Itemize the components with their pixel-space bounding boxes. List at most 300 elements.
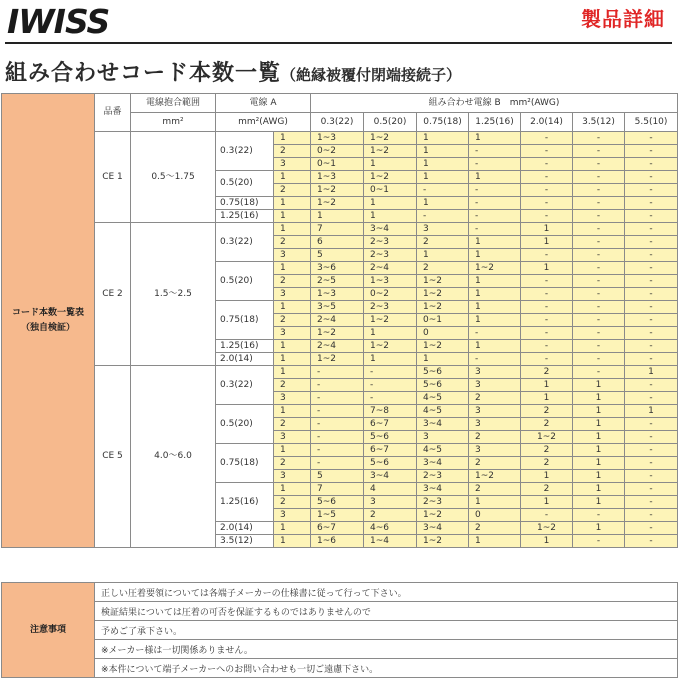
- combo-count: 1~2: [469, 262, 521, 275]
- combo-count: 2: [469, 392, 521, 405]
- wire-a-count: 3: [274, 249, 311, 262]
- combo-count: 1~6: [311, 535, 364, 548]
- combo-count: -: [521, 249, 573, 262]
- combo-count: 1: [521, 470, 573, 483]
- combo-count: 4~6: [364, 522, 417, 535]
- combo-count: -: [469, 158, 521, 171]
- wire-a-count: 2: [274, 184, 311, 197]
- combo-count: 2~3: [364, 236, 417, 249]
- combo-count: -: [521, 288, 573, 301]
- combo-count: -: [625, 262, 678, 275]
- combo-count: 2: [417, 262, 469, 275]
- wire-a-count: 1: [274, 444, 311, 457]
- wire-a-size: 0.3(22): [216, 132, 274, 171]
- combo-count: 1: [311, 210, 364, 223]
- combo-count: -: [521, 327, 573, 340]
- combo-count: 3~4: [417, 483, 469, 496]
- combo-count: 1~2: [364, 314, 417, 327]
- combo-count: 1: [469, 236, 521, 249]
- combo-count: -: [364, 366, 417, 379]
- combo-count: 1~2: [417, 275, 469, 288]
- combo-count: 1~2: [311, 327, 364, 340]
- combo-count: 1: [469, 301, 521, 314]
- wire-a-count: 3: [274, 392, 311, 405]
- combo-count: -: [625, 197, 678, 210]
- wire-count-table: [1, 93, 678, 548]
- combo-count: -: [573, 509, 625, 522]
- combo-count: 1: [364, 353, 417, 366]
- wire-a-count: 2: [274, 236, 311, 249]
- wire-a-count: 1: [274, 301, 311, 314]
- wire-a-size: 1.25(16): [216, 210, 274, 223]
- combo-count: 2: [521, 405, 573, 418]
- combo-count: 6~7: [364, 418, 417, 431]
- combo-count: 1~2: [311, 197, 364, 210]
- combo-count: 1: [469, 535, 521, 548]
- combo-count: 1: [625, 405, 678, 418]
- header: [0, 0, 679, 52]
- part-number: CE 2: [95, 223, 131, 366]
- notes-line: 正しい圧着要領については各端子メーカーの仕様書に従って行って下さい。: [95, 583, 678, 602]
- wire-a-count: 3: [274, 431, 311, 444]
- combo-count: -: [521, 301, 573, 314]
- combo-count: -: [625, 418, 678, 431]
- combo-count: 2~3: [417, 470, 469, 483]
- combo-count: 2: [469, 457, 521, 470]
- combo-count: -: [521, 132, 573, 145]
- combo-count: 1~3: [311, 171, 364, 184]
- wire-a-size: 0.5(20): [216, 405, 274, 444]
- notes-line: ※メーカー様は一切関係ありません。: [95, 640, 678, 659]
- combo-count: 1: [573, 431, 625, 444]
- combo-count: 1: [469, 288, 521, 301]
- combo-count: 3: [469, 366, 521, 379]
- wire-a-size: 0.3(22): [216, 366, 274, 405]
- combo-count: -: [625, 158, 678, 171]
- combo-count: 1~2: [417, 288, 469, 301]
- combo-count: -: [625, 301, 678, 314]
- combo-count: -: [469, 223, 521, 236]
- header-wire-b-size: 3.5(12): [573, 113, 625, 132]
- wire-a-count: 1: [274, 171, 311, 184]
- header-wire-a: 電線 A: [216, 94, 311, 113]
- combo-count: 1~2: [364, 340, 417, 353]
- combo-count: 1: [469, 314, 521, 327]
- combo-count: -: [573, 301, 625, 314]
- combo-count: 1~3: [311, 132, 364, 145]
- wire-a-count: 1: [274, 340, 311, 353]
- wire-a-size: 2.0(14): [216, 522, 274, 535]
- header-wire-b-size: 0.5(20): [364, 113, 417, 132]
- combo-count: -: [573, 340, 625, 353]
- header-wire-b-size: 2.0(14): [521, 113, 573, 132]
- combo-count: 0~1: [417, 314, 469, 327]
- combo-count: -: [573, 197, 625, 210]
- wire-range: 0.5〜1.75: [131, 132, 216, 223]
- header-wire-b-size: 0.3(22): [311, 113, 364, 132]
- combo-count: 2~5: [311, 275, 364, 288]
- combo-count: 3~4: [417, 457, 469, 470]
- combo-count: 1: [469, 249, 521, 262]
- combo-count: 4~5: [417, 392, 469, 405]
- part-number: CE 1: [95, 132, 131, 223]
- combo-count: 1: [417, 132, 469, 145]
- combo-count: 1: [469, 132, 521, 145]
- combo-count: 1~2: [417, 340, 469, 353]
- combo-count: -: [469, 353, 521, 366]
- combo-count: 5~6: [417, 366, 469, 379]
- wire-a-count: 1: [274, 210, 311, 223]
- combo-count: -: [573, 223, 625, 236]
- combo-count: 3~5: [311, 301, 364, 314]
- combo-count: 6: [311, 236, 364, 249]
- combo-count: 4: [364, 483, 417, 496]
- header-divider: [5, 42, 672, 44]
- wire-a-count: 1: [274, 197, 311, 210]
- combo-count: 1: [469, 496, 521, 509]
- wire-a-count: 3: [274, 470, 311, 483]
- combo-count: -: [573, 171, 625, 184]
- combo-count: 1: [417, 145, 469, 158]
- combo-count: -: [469, 327, 521, 340]
- combo-count: 2~3: [417, 496, 469, 509]
- combo-count: 2: [521, 457, 573, 470]
- combo-count: -: [364, 392, 417, 405]
- combo-count: -: [573, 158, 625, 171]
- combo-count: 3~4: [364, 470, 417, 483]
- wire-a-size: 0.75(18): [216, 444, 274, 483]
- combo-count: -: [573, 535, 625, 548]
- combo-count: 2~3: [364, 249, 417, 262]
- combo-count: 7: [311, 223, 364, 236]
- combo-count: -: [311, 457, 364, 470]
- combo-count: 1: [573, 522, 625, 535]
- combo-count: 1: [521, 535, 573, 548]
- combo-count: -: [573, 353, 625, 366]
- combo-count: -: [573, 236, 625, 249]
- combo-count: 1~2: [311, 353, 364, 366]
- combo-count: -: [573, 145, 625, 158]
- combo-count: -: [311, 366, 364, 379]
- combo-count: 1: [469, 275, 521, 288]
- combo-count: -: [625, 145, 678, 158]
- combo-count: 4~5: [417, 444, 469, 457]
- wire-a-size: 2.0(14): [216, 353, 274, 366]
- combo-count: 1~2: [417, 301, 469, 314]
- combo-count: 1~2: [521, 431, 573, 444]
- combo-count: 1: [573, 470, 625, 483]
- notes-line: 予めご了承下さい。: [95, 621, 678, 640]
- combo-count: -: [311, 405, 364, 418]
- combo-count: 1: [573, 379, 625, 392]
- combo-count: -: [625, 223, 678, 236]
- side-label-title: コード本数一覧表: [11, 307, 84, 318]
- combo-count: -: [521, 353, 573, 366]
- header-part-no: 品番: [95, 94, 131, 132]
- combo-count: 5~6: [417, 379, 469, 392]
- combo-count: -: [311, 431, 364, 444]
- combo-count: 2: [469, 522, 521, 535]
- combo-count: -: [521, 340, 573, 353]
- combo-count: 1: [521, 236, 573, 249]
- combo-count: 2: [521, 366, 573, 379]
- combo-count: 1~2: [469, 470, 521, 483]
- combo-count: 1: [469, 340, 521, 353]
- combo-count: 5~6: [364, 431, 417, 444]
- notes-line: ※本件について端子メーカーへのお問い合わせも一切ご遠慮下さい。: [95, 659, 678, 678]
- wire-a-size: 1.25(16): [216, 483, 274, 522]
- combo-count: 1: [521, 262, 573, 275]
- combo-count: 3: [469, 418, 521, 431]
- combo-count: 3: [417, 223, 469, 236]
- combo-count: -: [521, 210, 573, 223]
- combo-count: -: [625, 496, 678, 509]
- combo-count: -: [625, 483, 678, 496]
- combo-count: 1: [573, 405, 625, 418]
- combo-count: 0~2: [364, 288, 417, 301]
- wire-range: 4.0〜6.0: [131, 366, 216, 548]
- combo-count: -: [573, 327, 625, 340]
- combo-count: 0: [469, 509, 521, 522]
- combo-count: 5: [311, 470, 364, 483]
- wire-range: 1.5〜2.5: [131, 223, 216, 366]
- wire-a-count: 2: [274, 457, 311, 470]
- combo-count: 1~4: [364, 535, 417, 548]
- combo-count: 1: [364, 197, 417, 210]
- combo-count: 2~4: [364, 262, 417, 275]
- combo-count: -: [417, 210, 469, 223]
- combo-count: 6~7: [311, 522, 364, 535]
- combo-count: -: [573, 132, 625, 145]
- header-range: 電線抱合範囲: [131, 94, 216, 113]
- notes-table: [1, 582, 678, 678]
- wire-a-size: 0.5(20): [216, 262, 274, 301]
- wire-a-count: 2: [274, 275, 311, 288]
- wire-a-size: 0.75(18): [216, 197, 274, 210]
- combo-count: -: [311, 392, 364, 405]
- wire-a-count: 1: [274, 132, 311, 145]
- combo-count: 1~2: [417, 509, 469, 522]
- combo-count: 2: [521, 444, 573, 457]
- combo-count: 5: [311, 249, 364, 262]
- wire-a-size: 1.25(16): [216, 340, 274, 353]
- combo-count: -: [625, 288, 678, 301]
- combo-count: 1~2: [417, 535, 469, 548]
- combo-count: 1~2: [364, 132, 417, 145]
- combo-count: 3~6: [311, 262, 364, 275]
- combo-count: -: [311, 418, 364, 431]
- combo-count: 1: [521, 223, 573, 236]
- wire-a-count: 1: [274, 366, 311, 379]
- combo-count: -: [625, 314, 678, 327]
- combo-count: 2: [417, 236, 469, 249]
- combo-count: -: [625, 171, 678, 184]
- combo-count: -: [625, 340, 678, 353]
- combo-count: 0: [417, 327, 469, 340]
- combo-count: -: [521, 171, 573, 184]
- combo-count: -: [573, 288, 625, 301]
- wire-a-count: 1: [274, 535, 311, 548]
- combo-count: 2: [521, 418, 573, 431]
- combo-count: -: [573, 249, 625, 262]
- combo-count: 3: [364, 496, 417, 509]
- combo-count: -: [625, 353, 678, 366]
- combo-count: 3: [417, 431, 469, 444]
- wire-a-count: 2: [274, 418, 311, 431]
- combo-count: 1: [417, 353, 469, 366]
- combo-count: 1: [573, 483, 625, 496]
- combo-count: 0~2: [311, 145, 364, 158]
- combo-count: -: [625, 210, 678, 223]
- combo-count: 1: [364, 327, 417, 340]
- header-wire-b-size: 5.5(10): [625, 113, 678, 132]
- combo-count: -: [573, 210, 625, 223]
- combo-count: 1: [417, 158, 469, 171]
- wire-a-size: 0.3(22): [216, 223, 274, 262]
- header-range-unit: mm²: [131, 113, 216, 132]
- table-row: [2, 223, 678, 236]
- combo-count: 6~7: [364, 444, 417, 457]
- combo-count: 3: [469, 379, 521, 392]
- combo-count: 1: [573, 418, 625, 431]
- combo-count: 1~2: [364, 145, 417, 158]
- combo-count: -: [521, 197, 573, 210]
- wire-a-size: 0.75(18): [216, 301, 274, 340]
- combo-count: -: [311, 379, 364, 392]
- part-number: CE 5: [95, 366, 131, 548]
- combo-count: 2: [364, 509, 417, 522]
- combo-count: -: [469, 184, 521, 197]
- combo-count: -: [573, 262, 625, 275]
- combo-count: 3: [469, 405, 521, 418]
- combo-count: 3: [469, 444, 521, 457]
- combo-count: 1: [417, 249, 469, 262]
- combo-count: 1: [573, 457, 625, 470]
- combo-count: -: [625, 249, 678, 262]
- combo-count: 2: [469, 483, 521, 496]
- combo-count: 1: [521, 379, 573, 392]
- combo-count: -: [625, 184, 678, 197]
- combo-count: -: [625, 392, 678, 405]
- combo-count: -: [625, 236, 678, 249]
- side-label: [2, 94, 95, 548]
- combo-count: -: [521, 275, 573, 288]
- combo-count: 0~1: [364, 184, 417, 197]
- side-label-note: （独自検証）: [20, 322, 75, 333]
- combo-count: 0~1: [311, 158, 364, 171]
- header-wire-a-unit: mm²(AWG): [216, 113, 311, 132]
- brand-logo: IWISS: [7, 2, 110, 41]
- combo-count: 1: [573, 496, 625, 509]
- wire-a-count: 2: [274, 379, 311, 392]
- header-wire-b: 組み合わせ電線 B mm²(AWG): [311, 94, 678, 113]
- wire-a-count: 3: [274, 288, 311, 301]
- wire-a-count: 3: [274, 327, 311, 340]
- combo-count: -: [573, 366, 625, 379]
- combo-count: 4~5: [417, 405, 469, 418]
- combo-count: -: [625, 275, 678, 288]
- title-main: 組み合わせコード本数一覧: [5, 61, 282, 86]
- combo-count: 7~8: [364, 405, 417, 418]
- combo-count: 1~3: [311, 288, 364, 301]
- combo-count: 1: [364, 158, 417, 171]
- wire-a-count: 3: [274, 158, 311, 171]
- wire-a-count: 2: [274, 145, 311, 158]
- combo-count: -: [625, 522, 678, 535]
- combo-count: 1: [364, 210, 417, 223]
- wire-a-count: 1: [274, 262, 311, 275]
- title-sub: （絶縁被覆付閉端接続子）: [281, 66, 462, 84]
- wire-a-size: 3.5(12): [216, 535, 274, 548]
- combo-count: 2~4: [311, 314, 364, 327]
- combo-count: 1: [573, 444, 625, 457]
- table-row: [2, 132, 678, 145]
- wire-a-count: 1: [274, 483, 311, 496]
- combo-count: -: [625, 431, 678, 444]
- combo-count: 1~2: [364, 171, 417, 184]
- combo-count: 1: [625, 366, 678, 379]
- combo-count: 3~4: [417, 522, 469, 535]
- combo-count: 1~2: [311, 184, 364, 197]
- wire-a-count: 2: [274, 314, 311, 327]
- wire-a-count: 1: [274, 353, 311, 366]
- combo-count: -: [625, 327, 678, 340]
- combo-count: -: [573, 275, 625, 288]
- combo-count: -: [364, 379, 417, 392]
- combo-count: -: [521, 184, 573, 197]
- header-wire-b-size: 1.25(16): [469, 113, 521, 132]
- combo-count: 1: [521, 392, 573, 405]
- combo-count: -: [469, 197, 521, 210]
- combo-count: 5~6: [311, 496, 364, 509]
- wire-a-count: 1: [274, 405, 311, 418]
- combo-count: -: [573, 184, 625, 197]
- combo-count: 1~5: [311, 509, 364, 522]
- wire-a-count: 1: [274, 522, 311, 535]
- combo-count: -: [469, 210, 521, 223]
- combo-count: -: [625, 535, 678, 548]
- combo-count: -: [521, 314, 573, 327]
- product-detail-label: 製品詳細: [581, 7, 665, 31]
- combo-count: 1: [417, 171, 469, 184]
- wire-a-count: 1: [274, 223, 311, 236]
- notes-label: 注意事項: [2, 583, 95, 678]
- combo-count: -: [521, 158, 573, 171]
- combo-count: 3~4: [417, 418, 469, 431]
- combo-count: 1: [521, 496, 573, 509]
- combo-count: 2~4: [311, 340, 364, 353]
- combo-count: 2: [521, 483, 573, 496]
- wire-a-size: 0.5(20): [216, 171, 274, 197]
- combo-count: 1: [573, 392, 625, 405]
- combo-count: -: [521, 509, 573, 522]
- page-title: [5, 56, 461, 87]
- header-wire-b-size: 0.75(18): [417, 113, 469, 132]
- combo-count: 1: [417, 197, 469, 210]
- combo-count: -: [625, 457, 678, 470]
- combo-count: -: [573, 314, 625, 327]
- combo-count: 5~6: [364, 457, 417, 470]
- combo-count: 3~4: [364, 223, 417, 236]
- combo-count: 7: [311, 483, 364, 496]
- combo-count: 2: [469, 431, 521, 444]
- combo-count: -: [625, 444, 678, 457]
- combo-count: -: [625, 379, 678, 392]
- combo-count: -: [625, 470, 678, 483]
- notes-line: 検証結果については圧着の可否を保証するものではありませんので: [95, 602, 678, 621]
- combo-count: 1~3: [364, 275, 417, 288]
- wire-a-count: 2: [274, 496, 311, 509]
